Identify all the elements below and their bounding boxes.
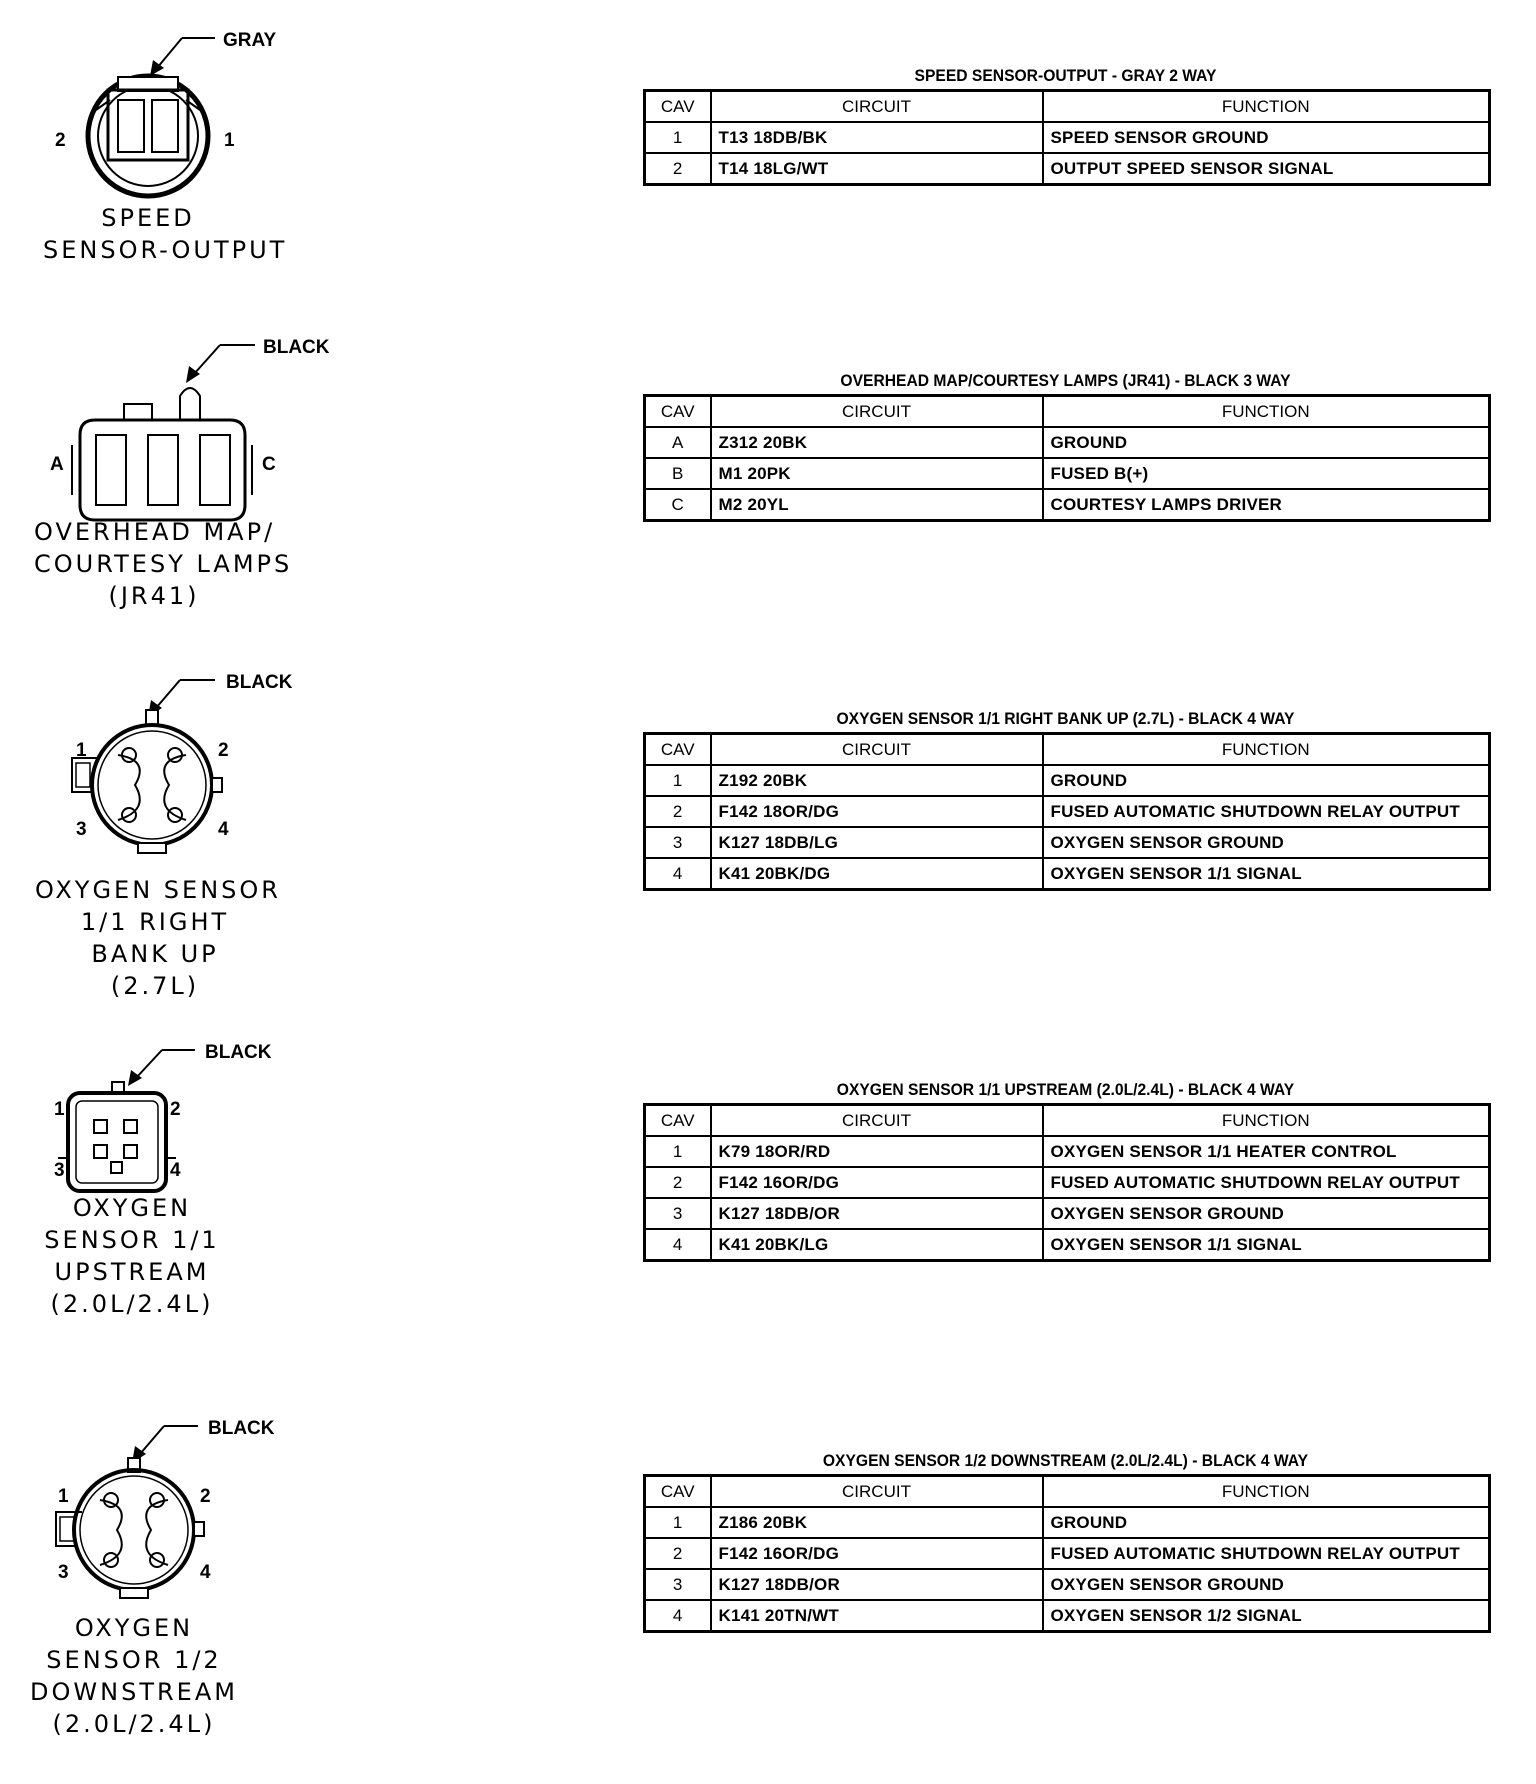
- table-block-speed-sensor-output: [643, 63, 1488, 186]
- circuit-cell: K141 20TN/WT: [711, 1600, 1043, 1632]
- pinout-table: [643, 89, 1491, 186]
- table-block-oxygen-sensor-1-1-right-bank-up: [643, 706, 1488, 891]
- connector-name-line: OXYGEN: [72, 1194, 192, 1222]
- table-title: OVERHEAD MAP/COURTESY LAMPS (JR41) - BLACK 3 WAY: [840, 371, 1291, 390]
- connector-name-line: DOWNSTREAM: [30, 1678, 238, 1706]
- header-circuit: CIRCUIT: [711, 91, 1043, 123]
- connector-color-label: BLACK: [226, 672, 293, 693]
- circuit-cell: F142 16OR/DG: [711, 1167, 1043, 1198]
- table-header-row: [645, 1105, 1490, 1137]
- connector-name: [43, 202, 288, 266]
- header-cav: CAV: [645, 1476, 711, 1508]
- connector-oxygen-sensor-1-1-upstream: [0, 1030, 420, 1360]
- function-cell: FUSED AUTOMATIC SHUTDOWN RELAY OUTPUT: [1043, 796, 1490, 827]
- table-block-oxygen-sensor-1-1-upstream: [643, 1077, 1488, 1262]
- table-row: [645, 458, 1490, 489]
- cav-cell: 1: [645, 1136, 711, 1167]
- pin-label: 2: [218, 740, 229, 761]
- table-row: [645, 153, 1490, 185]
- table-title: OXYGEN SENSOR 1/2 DOWNSTREAM (2.0L/2.4L) - BLACK 4 WAY: [822, 1451, 1309, 1470]
- header-circuit: CIRCUIT: [711, 734, 1043, 766]
- cav-cell: C: [645, 489, 711, 521]
- cav-cell: A: [645, 427, 711, 458]
- header-cav: CAV: [645, 91, 711, 123]
- pin-label: C: [262, 454, 276, 475]
- circuit-cell: F142 16OR/DG: [711, 1538, 1043, 1569]
- pin-label: A: [50, 454, 64, 475]
- connector-name: [34, 516, 293, 612]
- header-function: FUNCTION: [1043, 91, 1490, 123]
- cav-cell: 2: [645, 1167, 711, 1198]
- table-row: [645, 1167, 1490, 1198]
- pin-label: 1: [224, 130, 235, 151]
- cav-cell: 2: [645, 796, 711, 827]
- header-circuit: CIRCUIT: [711, 396, 1043, 428]
- circuit-cell: Z192 20BK: [711, 765, 1043, 796]
- circuit-cell: M2 20YL: [711, 489, 1043, 521]
- pin-label: 2: [170, 1099, 181, 1120]
- cav-cell: 1: [645, 1507, 711, 1538]
- header-function: FUNCTION: [1043, 1105, 1490, 1137]
- connector-oxygen-sensor-1-2-downstream: [0, 1400, 420, 1770]
- connector-name: [24, 1612, 244, 1740]
- circuit-cell: K79 18OR/RD: [711, 1136, 1043, 1167]
- cav-cell: 4: [645, 1600, 711, 1632]
- pin-label: 3: [76, 819, 87, 840]
- circuit-cell: F142 18OR/DG: [711, 796, 1043, 827]
- function-cell: OXYGEN SENSOR GROUND: [1043, 1198, 1490, 1229]
- header-function: FUNCTION: [1043, 1476, 1490, 1508]
- table-row: [645, 1569, 1490, 1600]
- pin-label: 1: [76, 740, 87, 761]
- function-cell: COURTESY LAMPS DRIVER: [1043, 489, 1490, 521]
- header-function: FUNCTION: [1043, 734, 1490, 766]
- function-cell: OXYGEN SENSOR 1/2 SIGNAL: [1043, 1600, 1490, 1632]
- table-row: [645, 1600, 1490, 1632]
- connector-name: [35, 874, 281, 1002]
- circuit-cell: K41 20BK/DG: [711, 858, 1043, 890]
- table-row: [645, 765, 1490, 796]
- cav-cell: 3: [645, 827, 711, 858]
- function-cell: FUSED AUTOMATIC SHUTDOWN RELAY OUTPUT: [1043, 1167, 1490, 1198]
- pin-label: 4: [218, 819, 229, 840]
- connector-color-label: BLACK: [263, 337, 330, 358]
- cav-cell: 4: [645, 1229, 711, 1261]
- cav-cell: 2: [645, 1538, 711, 1569]
- table-row: [645, 489, 1490, 521]
- pin-label: 2: [55, 130, 66, 151]
- circuit-cell: Z312 20BK: [711, 427, 1043, 458]
- connector-name-line: BANK UP: [91, 940, 219, 968]
- pinout-table: [643, 394, 1491, 522]
- pinout-table: [643, 1474, 1491, 1633]
- circuit-cell: Z186 20BK: [711, 1507, 1043, 1538]
- table-row: [645, 1507, 1490, 1538]
- pin-label: 1: [58, 1486, 69, 1507]
- connector-name-line: SENSOR 1/2: [46, 1646, 222, 1674]
- connector-name-line: COURTESY LAMPS: [34, 550, 293, 578]
- connector-color-label: BLACK: [205, 1042, 272, 1063]
- cav-cell: 1: [645, 765, 711, 796]
- function-cell: GROUND: [1043, 1507, 1490, 1538]
- connector-name-line: 1/1 RIGHT: [80, 908, 230, 936]
- circuit-cell: T13 18DB/BK: [711, 122, 1043, 153]
- connector-oxygen-sensor-1-1-right-bank-up: [0, 660, 420, 1000]
- circuit-cell: K127 18DB/OR: [711, 1198, 1043, 1229]
- connector-name-line: (2.0L/2.4L): [50, 1290, 214, 1318]
- table-row: [645, 1198, 1490, 1229]
- table-title: OXYGEN SENSOR 1/1 UPSTREAM (2.0L/2.4L) - BLACK 4 WAY: [836, 1080, 1295, 1099]
- table-title: SPEED SENSOR-OUTPUT - GRAY 2 WAY: [914, 66, 1217, 85]
- header-cav: CAV: [645, 734, 711, 766]
- pinout-table: [643, 1103, 1491, 1262]
- connector-speed-sensor-output: [0, 0, 420, 290]
- function-cell: OXYGEN SENSOR GROUND: [1043, 1569, 1490, 1600]
- function-cell: OUTPUT SPEED SENSOR SIGNAL: [1043, 153, 1490, 185]
- connector-name: [22, 1192, 242, 1320]
- cav-cell: B: [645, 458, 711, 489]
- header-circuit: CIRCUIT: [711, 1476, 1043, 1508]
- table-row: [645, 122, 1490, 153]
- circuit-cell: K127 18DB/OR: [711, 1569, 1043, 1600]
- header-circuit: CIRCUIT: [711, 1105, 1043, 1137]
- table-header-row: [645, 734, 1490, 766]
- pin-label: 1: [54, 1099, 65, 1120]
- connector-name-line: (JR41): [108, 582, 200, 610]
- table-row: [645, 858, 1490, 890]
- pin-label: 3: [54, 1160, 65, 1181]
- header-cav: CAV: [645, 1105, 711, 1137]
- table-header-row: [645, 1476, 1490, 1508]
- function-cell: FUSED B(+): [1043, 458, 1490, 489]
- connector-name-line: SENSOR-OUTPUT: [43, 236, 288, 264]
- cav-cell: 4: [645, 858, 711, 890]
- connector-name-line: OXYGEN SENSOR: [35, 876, 281, 904]
- table-row: [645, 1229, 1490, 1261]
- connector-name-line: (2.7L): [110, 972, 200, 1000]
- function-cell: OXYGEN SENSOR GROUND: [1043, 827, 1490, 858]
- function-cell: OXYGEN SENSOR 1/1 SIGNAL: [1043, 1229, 1490, 1261]
- connector-name-line: SPEED: [101, 204, 195, 232]
- connector-name-line: OXYGEN: [74, 1614, 194, 1642]
- table-header-row: [645, 91, 1490, 123]
- table-block-overhead-map-courtesy-lamps: [643, 368, 1488, 522]
- table-header-row: [645, 396, 1490, 428]
- pinout-table: [643, 732, 1491, 891]
- cav-cell: 3: [645, 1569, 711, 1600]
- table-row: [645, 796, 1490, 827]
- pin-label: 4: [170, 1160, 181, 1181]
- circuit-cell: T14 18LG/WT: [711, 153, 1043, 185]
- table-block-oxygen-sensor-1-2-downstream: [643, 1448, 1488, 1633]
- function-cell: OXYGEN SENSOR 1/1 SIGNAL: [1043, 858, 1490, 890]
- connector-name-line: UPSTREAM: [54, 1258, 210, 1286]
- header-function: FUNCTION: [1043, 396, 1490, 428]
- connector-name-line: OVERHEAD MAP/: [34, 518, 276, 546]
- circuit-cell: M1 20PK: [711, 458, 1043, 489]
- connector-overhead-map-courtesy-lamps: [0, 320, 420, 620]
- table-row: [645, 427, 1490, 458]
- pin-label: 4: [200, 1562, 211, 1583]
- pin-label: 3: [58, 1562, 69, 1583]
- header-cav: CAV: [645, 396, 711, 428]
- table-row: [645, 827, 1490, 858]
- function-cell: GROUND: [1043, 765, 1490, 796]
- table-row: [645, 1538, 1490, 1569]
- connector-color-label: BLACK: [208, 1418, 275, 1439]
- cav-cell: 3: [645, 1198, 711, 1229]
- function-cell: FUSED AUTOMATIC SHUTDOWN RELAY OUTPUT: [1043, 1538, 1490, 1569]
- table-title: OXYGEN SENSOR 1/1 RIGHT BANK UP (2.7L) - BLACK 4 WAY: [836, 709, 1295, 728]
- pin-label: 2: [200, 1486, 211, 1507]
- connector-color-label: GRAY: [223, 30, 277, 51]
- connector-name-line: (2.0L/2.4L): [52, 1710, 216, 1738]
- circuit-cell: K127 18DB/LG: [711, 827, 1043, 858]
- connector-name-line: SENSOR 1/1: [44, 1226, 220, 1254]
- cav-cell: 1: [645, 122, 711, 153]
- function-cell: GROUND: [1043, 427, 1490, 458]
- circuit-cell: K41 20BK/LG: [711, 1229, 1043, 1261]
- cav-cell: 2: [645, 153, 711, 185]
- function-cell: OXYGEN SENSOR 1/1 HEATER CONTROL: [1043, 1136, 1490, 1167]
- table-row: [645, 1136, 1490, 1167]
- function-cell: SPEED SENSOR GROUND: [1043, 122, 1490, 153]
